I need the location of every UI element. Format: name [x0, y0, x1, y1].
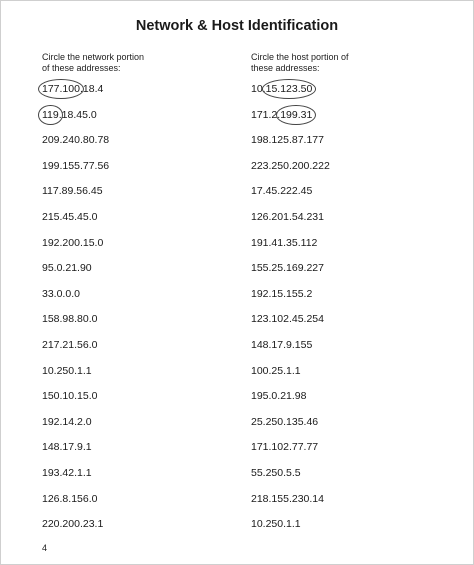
network-address-item: [42, 491, 109, 517]
network-address-item: [42, 465, 109, 491]
address-network-part: 100.25.1.1: [251, 364, 301, 377]
network-address-item: [42, 337, 109, 363]
network-address-item: [42, 260, 109, 286]
host-address-item: [251, 465, 330, 491]
network-address-item: [42, 286, 109, 312]
right-instruction: [251, 52, 349, 74]
network-address-item: [42, 81, 109, 107]
host-address-item: [251, 183, 330, 209]
network-address-item: [42, 132, 109, 158]
page-title: Network & Host Identification: [135, 18, 339, 34]
left-instruction-line-2: of these addresses:: [42, 63, 121, 73]
host-address-item: [251, 363, 330, 389]
left-instruction: [42, 52, 144, 74]
address-remainder: 193.42.1.1: [42, 466, 92, 479]
address-network-part: 123.102.45.254: [251, 313, 324, 326]
host-address-item: [251, 337, 330, 363]
network-address-list: [42, 81, 109, 542]
host-address-item: [251, 158, 330, 184]
circled-host-portion: 199.31: [280, 108, 313, 121]
address-network-part: 25.250.135.46: [251, 415, 319, 428]
address-network-part: 126.201.54.231: [251, 210, 324, 223]
right-instruction-line-1: Circle the host portion of: [251, 52, 349, 62]
circled-network-portion: 177.100: [42, 83, 80, 95]
network-address-item: [42, 158, 109, 184]
network-address-item: [42, 439, 109, 465]
address-network-part: 191.41.35.112: [251, 236, 318, 249]
host-address-item: [251, 388, 330, 414]
network-address-item: [42, 311, 109, 337]
host-address-item: [251, 107, 330, 133]
network-address-item: [42, 388, 109, 414]
host-address-item: [251, 311, 330, 337]
address-remainder: 217.21.56.0: [42, 338, 98, 351]
host-address-item: [251, 235, 330, 261]
address-remainder: 117.89.56.45: [42, 185, 103, 198]
address-network-part: 198.125.87.177: [251, 134, 324, 147]
host-address-item: [251, 132, 330, 158]
host-address-item: [251, 209, 330, 235]
host-address-list: [251, 81, 330, 542]
address-remainder: 33.0.0.0: [42, 287, 80, 300]
address-network-part: 171.2.: [251, 108, 281, 121]
address-network-part: 155.25.169.227: [251, 262, 324, 275]
address-remainder: 148.17.9.1: [42, 441, 92, 454]
address-network-part: 171.102.77.77: [251, 441, 319, 454]
network-address-item: [42, 414, 109, 440]
address-remainder: 158.98.80.0: [42, 313, 98, 326]
address-remainder: 215.45.45.0: [42, 210, 98, 223]
address-remainder: 126.8.156.0: [42, 492, 98, 505]
host-address-item: [251, 516, 330, 542]
address-remainder: 150.10.15.0: [42, 390, 98, 403]
host-address-item: [251, 491, 330, 517]
right-instruction-line-2: these addresses:: [251, 63, 320, 73]
network-address-item: [42, 209, 109, 235]
address-remainder: 95.0.21.90: [42, 262, 92, 275]
circled-network-portion: 119: [42, 108, 59, 121]
address-remainder: 220.200.23.1: [42, 518, 104, 531]
circled-host-portion: 15.123.50: [265, 83, 313, 95]
left-instruction-line-1: Circle the network portion: [42, 52, 145, 62]
address-remainder: 199.155.77.56: [42, 159, 110, 172]
address-network-part: 55.250.5.5: [251, 466, 301, 479]
host-address-item: [251, 286, 330, 312]
address-remainder: .18.45.0: [58, 108, 97, 121]
host-address-item: [251, 414, 330, 440]
host-address-item: [251, 439, 330, 465]
network-address-item: [42, 107, 109, 133]
address-remainder: 192.200.15.0: [42, 236, 104, 249]
network-address-item: [42, 516, 109, 542]
network-address-item: [42, 235, 109, 261]
address-network-part: 223.250.200.222: [251, 159, 330, 172]
host-address-item: [251, 81, 330, 107]
address-remainder: 10.250.1.1: [42, 364, 92, 377]
address-network-part: 218.155.230.14: [251, 492, 324, 505]
network-address-item: [42, 183, 109, 209]
address-remainder: .18.4: [79, 83, 104, 95]
address-remainder: 192.14.2.0: [42, 415, 92, 428]
host-address-item: [251, 260, 330, 286]
address-network-part: 148.17.9.155: [251, 338, 313, 351]
address-remainder: 209.240.80.78: [42, 134, 110, 147]
address-network-part: 192.15.155.2: [251, 287, 313, 300]
address-network-part: 195.0.21.98: [251, 390, 307, 403]
address-network-part: 10.250.1.1: [251, 518, 301, 531]
address-network-part: 10.: [251, 83, 266, 95]
address-network-part: 17.45.222.45: [251, 185, 313, 198]
page-number: 4: [42, 543, 48, 553]
network-address-item: [42, 363, 109, 389]
